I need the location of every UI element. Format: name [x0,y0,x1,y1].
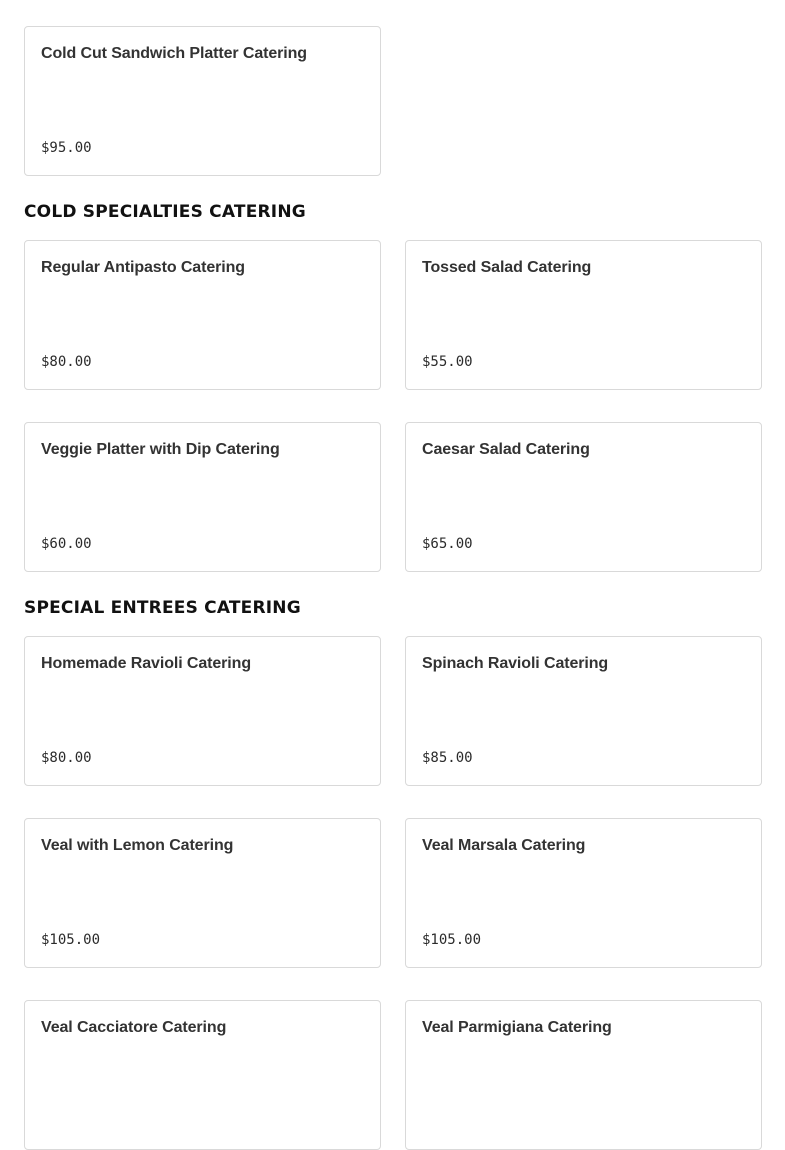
menu-item-price: $60.00 [41,536,92,552]
menu-item-price: $105.00 [422,932,482,948]
menu-item-name: Regular Antipasto Catering [41,259,245,276]
menu-item-price: $55.00 [422,354,473,370]
menu-item-card[interactable] [405,1000,762,1150]
menu-item-card[interactable] [405,240,762,390]
menu-item-price: $65.00 [422,536,473,552]
menu-item-name: Cold Cut Sandwich Platter Catering [41,45,307,62]
section-heading-cold-specialties: COLD SPECIALTIES CATERING [24,202,306,222]
menu-item-name: Veal Marsala Catering [422,837,586,854]
menu-item-name: Veal Cacciatore Catering [41,1019,227,1036]
menu-item-card[interactable] [24,636,381,786]
menu-item-name: Veggie Platter with Dip Catering [41,441,280,458]
menu-item-card[interactable] [405,636,762,786]
section-heading-special-entrees: SPECIAL ENTREES CATERING [24,598,301,618]
menu-item-price: $80.00 [41,354,92,370]
menu-item-card[interactable] [24,422,381,572]
menu-item-card[interactable] [24,818,381,968]
menu-item-price: $80.00 [41,750,92,766]
menu-item-card[interactable] [24,1000,381,1150]
menu-item-name: Spinach Ravioli Catering [422,655,609,672]
menu-item-name: Tossed Salad Catering [422,259,592,276]
menu-item-name: Veal with Lemon Catering [41,837,234,854]
menu-item-price: $85.00 [422,750,473,766]
menu-item-name: Caesar Salad Catering [422,441,590,458]
menu-item-card[interactable] [24,26,381,176]
menu-item-card[interactable] [24,240,381,390]
menu-item-card[interactable] [405,422,762,572]
menu-item-name: Veal Parmigiana Catering [422,1019,612,1036]
menu-item-price: $95.00 [41,140,92,156]
menu-item-card[interactable] [405,818,762,968]
menu-item-name: Homemade Ravioli Catering [41,655,252,672]
menu-item-price: $105.00 [41,932,101,948]
